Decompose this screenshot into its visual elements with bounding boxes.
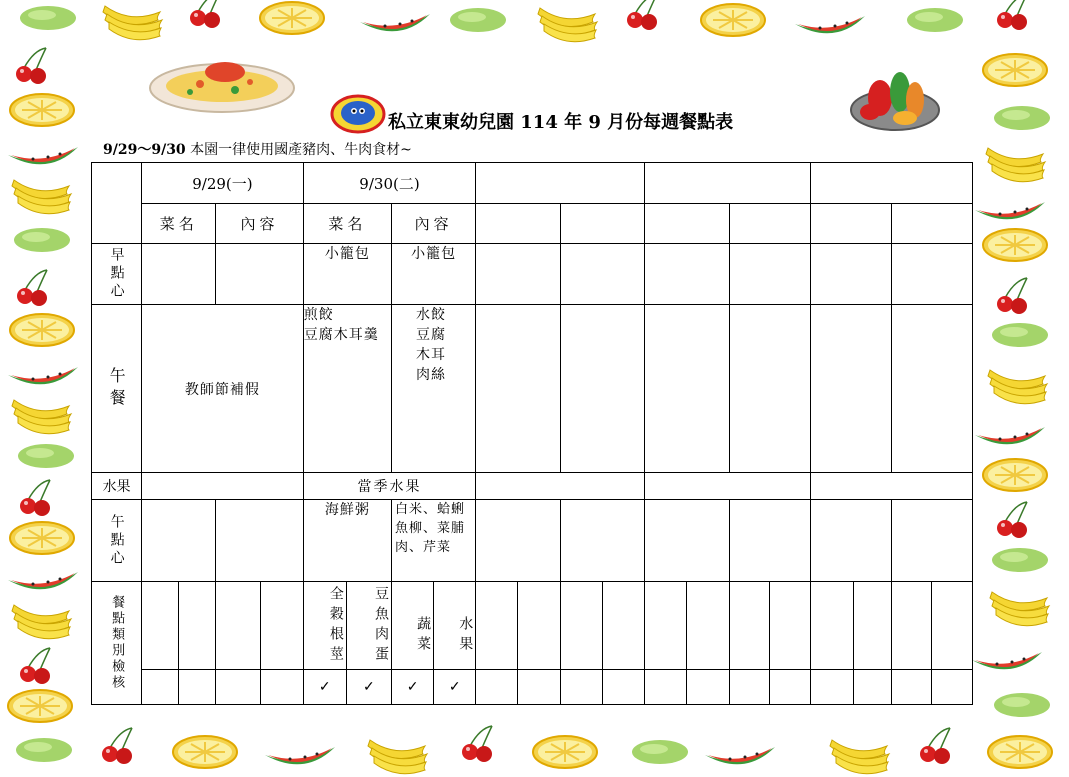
day2-afternoon-name: 海鮮粥	[303, 500, 391, 582]
day1-dish-name-header: 菜名	[142, 204, 216, 244]
day2-check-protein: ✓	[346, 670, 391, 705]
day2-header: 9/30(二)	[303, 163, 476, 204]
row-label-lunch: 午餐	[92, 305, 142, 473]
day2-dish-name-header: 菜名	[303, 204, 391, 244]
weekly-menu-table	[91, 162, 973, 705]
date-range: 9/29～9/30	[103, 142, 186, 158]
day2-category-vegetables: 蔬菜	[391, 582, 433, 670]
day1-lunch-holiday: 教師節補假	[142, 305, 304, 473]
day1-contents-header: 內容	[216, 204, 303, 244]
vegetable-bowl-icon	[851, 72, 939, 130]
fried-rice-plate-icon	[150, 62, 294, 112]
day2-contents-header: 內容	[391, 204, 475, 244]
day2-lunch-contents: 水餃 豆腐 木耳 肉絲	[391, 305, 475, 473]
day2-breakfast-contents: 小籠包	[391, 244, 475, 305]
day1-header: 9/29(一)	[142, 163, 304, 204]
day5-header	[811, 163, 973, 204]
day2-breakfast-name: 小籠包	[303, 244, 391, 305]
date-note	[103, 139, 412, 159]
school-logo	[330, 94, 386, 134]
day2-check-grains: ✓	[303, 670, 346, 705]
day2-category-fruit: 水果	[434, 582, 476, 670]
row-label-fruit: 水果	[92, 473, 142, 500]
meat-note: 本園一律使用國產豬肉、牛肉食材~	[190, 142, 412, 158]
day2-fruit: 當季水果	[303, 473, 476, 500]
day2-check-vegetables: ✓	[391, 670, 433, 705]
row-label-breakfast: 早點心	[92, 244, 142, 305]
day2-category-protein: 豆魚肉蛋	[346, 582, 391, 670]
day2-category-grains: 全穀根莖	[303, 582, 346, 670]
day3-header	[476, 163, 645, 204]
day2-afternoon-contents: 白米、蛤蜊 魚柳、菜脯 肉、芹菜	[391, 500, 475, 582]
day2-check-fruit: ✓	[434, 670, 476, 705]
day2-lunch-name: 煎餃 豆腐木耳羹	[303, 305, 391, 473]
page-title: 私立東東幼兒園 114 年 9 月份每週餐點表	[388, 112, 734, 133]
row-label-afternoon-snack: 午點心	[92, 500, 142, 582]
corner-cell	[92, 163, 142, 244]
day4-header	[644, 163, 811, 204]
row-label-category-check: 餐點類別檢核	[92, 582, 142, 705]
